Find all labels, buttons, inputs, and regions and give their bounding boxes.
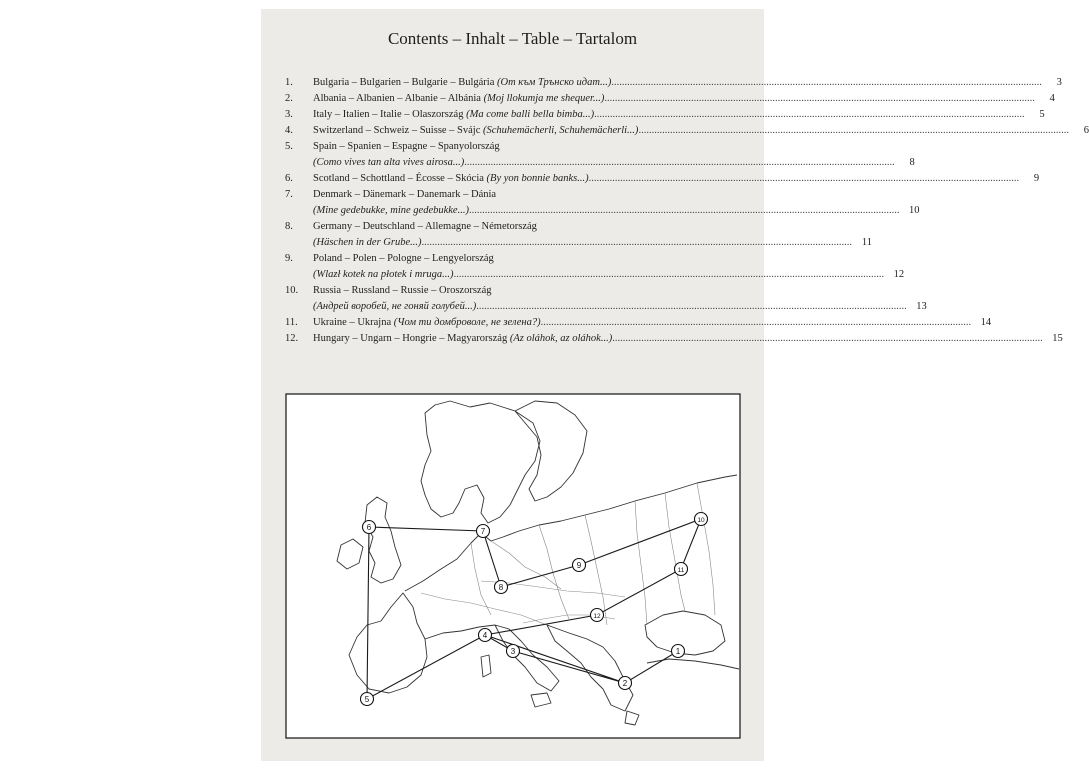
route-marker-label: 3 (510, 647, 516, 656)
leader-dots (454, 267, 885, 283)
toc-entry[interactable] (285, 251, 905, 283)
leader-dots (421, 235, 852, 251)
toc-entry[interactable] (285, 107, 1045, 123)
route-marker-3 (507, 645, 520, 658)
route-marker-7 (477, 525, 490, 538)
entry-page: 13 (916, 301, 927, 312)
route-marker-label: 9 (576, 561, 582, 570)
entry-page: 6 (1083, 125, 1089, 136)
page-title: Contents – Inhalt – Table – Tartalom (387, 29, 638, 48)
map-frame (286, 394, 740, 738)
route-marker-label: 11 (677, 567, 685, 574)
route-marker-11 (675, 563, 688, 576)
leader-dots (469, 203, 900, 219)
entry-page: 3 (1056, 77, 1062, 88)
toc-entry[interactable] (285, 187, 920, 219)
entry-title: Ukraine – Ukrajna (313, 317, 392, 328)
toc-entry[interactable] (285, 139, 915, 171)
entry-song: (Häschen in der Grube...) (313, 237, 422, 248)
entry-page: 15 (1052, 333, 1063, 344)
entry-title: Spain – Spanien – Espagne – Spanyolország (313, 141, 500, 152)
entry-song: (Андрей воробей, не гоняй голубей...) (313, 301, 477, 312)
route-marker-label: 12 (593, 613, 601, 620)
entry-page: 5 (1039, 109, 1045, 120)
entry-title: Albania – Albanien – Albanie – Albánia (313, 93, 481, 104)
entry-title: Germany – Deutschland – Allemagne – Németország (313, 221, 537, 232)
entry-title: Switzerland – Schweiz – Suisse – Svájc (313, 125, 481, 136)
leader-dots (604, 91, 1035, 107)
entry-song: (От към Трънско идат...) (497, 77, 612, 88)
entry-title: Hungary – Ungarn – Hongrie – Magyarország (313, 333, 508, 344)
entry-song: (Como vives tan alta vives airosa...) (313, 157, 465, 168)
entry-song: (Чом ти домброволе, не зелена?) (393, 317, 541, 328)
entry-page: 11 (861, 237, 872, 248)
entry-title: Bulgaria – Bulgarien – Bulgarie – Bulgária (313, 77, 495, 88)
entry-number: 12. (285, 333, 299, 344)
route-marker-12 (591, 609, 604, 622)
route-marker-label: 6 (366, 523, 372, 532)
entry-page: 10 (908, 205, 920, 216)
entry-page: 14 (980, 317, 992, 328)
leader-dots (594, 107, 1025, 123)
route-marker-label: 2 (622, 679, 628, 688)
booklet-page (261, 9, 1089, 761)
entry-page: 8 (909, 157, 915, 168)
entry-title: Poland – Polen – Pologne – Lengyelország (313, 253, 494, 264)
route-marker-10 (695, 513, 708, 526)
entry-number: 3. (285, 109, 293, 120)
route-marker-2 (619, 677, 632, 690)
europe-route-map (285, 393, 741, 739)
entry-number: 4. (285, 125, 293, 136)
leader-dots (638, 123, 1069, 139)
route-marker-8 (495, 581, 508, 594)
entry-song: (Wlazł kotek na płotek i mruga...) (313, 269, 454, 280)
route-marker-5 (361, 693, 374, 706)
entry-number: 6. (285, 173, 293, 184)
leader-dots (476, 299, 907, 315)
leader-dots (464, 155, 895, 171)
entry-number: 2. (285, 93, 293, 104)
entry-page: 4 (1049, 93, 1055, 104)
map-svg (285, 393, 741, 739)
entry-number: 8. (285, 221, 293, 232)
entry-song: (By yon bonnie banks...) (486, 173, 589, 184)
toc-entry[interactable] (285, 283, 927, 315)
entry-number: 7. (285, 189, 293, 200)
route-marker-label: 5 (364, 695, 370, 704)
entry-title: Russia – Russland – Russie – Oroszország (313, 285, 492, 296)
route-marker-label: 1 (675, 647, 681, 656)
leader-dots (541, 315, 972, 331)
entry-number: 11. (285, 317, 298, 328)
entry-title: Denmark – Dänemark – Danemark – Dánia (313, 189, 497, 200)
leader-dots (612, 331, 1043, 347)
entry-page: 12 (893, 269, 905, 280)
entry-number: 5. (285, 141, 293, 152)
entry-song: (Ma come balli bella bimba...) (466, 109, 595, 120)
leader-dots (589, 171, 1020, 187)
entry-title: Italy – Italien – Italie – Olaszország (313, 109, 464, 120)
entry-song: (Az oláhok, az oláhok...) (509, 333, 613, 344)
route-marker-1 (672, 645, 685, 658)
route-marker-4 (479, 629, 492, 642)
entry-song: (Schuhemächerli, Schuhemächerli...) (483, 125, 639, 136)
route-marker-9 (573, 559, 586, 572)
route-marker-label: 7 (480, 527, 486, 536)
entry-song: (Mine gedebukke, mine gedebukke...) (313, 205, 469, 216)
entry-title: Scotland – Schottland – Écosse – Skócia (313, 173, 484, 184)
toc-entry[interactable] (285, 315, 992, 331)
toc-entry[interactable] (285, 123, 1089, 139)
toc-entry[interactable] (285, 171, 1040, 187)
entry-song: (Moj llokumja me shequer...) (483, 93, 605, 104)
route-marker-label: 8 (498, 583, 504, 592)
route-marker-6 (363, 521, 376, 534)
entry-number: 9. (285, 253, 293, 264)
entry-number: 10. (285, 285, 299, 296)
route-marker-label: 10 (697, 517, 705, 524)
route-marker-label: 4 (482, 631, 488, 640)
toc-entry[interactable] (285, 91, 1055, 107)
entry-page: 9 (1033, 173, 1040, 184)
leader-dots (611, 75, 1042, 91)
toc-entry[interactable] (285, 331, 1063, 347)
toc-entry[interactable] (285, 219, 872, 251)
entry-number: 1. (285, 77, 293, 88)
table-of-contents (285, 75, 1089, 347)
toc-entry[interactable] (285, 75, 1062, 91)
